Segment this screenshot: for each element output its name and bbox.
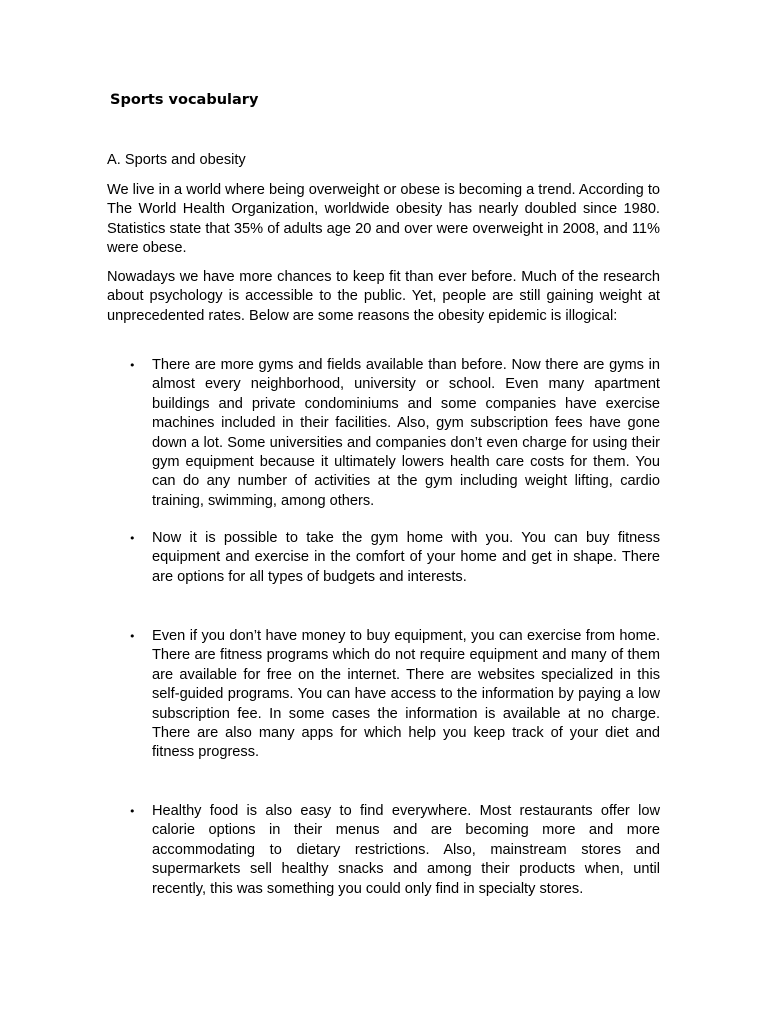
list-item <box>107 529 660 587</box>
bullet-icon: • <box>129 359 136 372</box>
list-item <box>107 627 660 763</box>
bullet-icon: • <box>129 532 136 545</box>
section-heading: A. Sports and obesity <box>107 152 246 168</box>
list-item-text: Healthy food is also easy to find everywhere. Most restaurants offer low calorie options in their menus and are becoming more and more accommodating to dietary restrictions. Also, mainstream stores and supermarkets sell healthy snacks and among their products when, until recently, this was something you could only find in specialty stores. <box>152 803 660 897</box>
list-item-text: There are more gyms and fields available than before. Now there are gyms in almost every neighborhood, university or school. Even many apartment buildings and private condominiums and some companies have exercise machines included in their facilities. Also, gym subscription fees have gone down a lot. Some universities and companies don’t even charge for using their gym equipment because it ultimately lowers health care costs for them. You can do any number of activities at the gym including weight lifting, cardio training, swimming, among others. <box>152 357 660 509</box>
document-title: Sports vocabulary <box>110 92 259 108</box>
paragraph-intro: We live in a world where being overweight or obese is becoming a trend. According to The World Health Organization, worldwide obesity has nearly doubled since 1980. Statistics state that 35% of adults age 20 and over were overweight in 2008, and 11% were obese. <box>107 182 660 257</box>
list-item <box>107 356 660 511</box>
bullet-icon: • <box>129 630 136 643</box>
bullet-icon: • <box>129 805 136 818</box>
list-item-text: Even if you don’t have money to buy equipment, you can exercise from home. There are fitness programs which do not require equipment and many of them are available for free on the internet. There are websites specialized in this self-guided programs. You can have access to the information by paying a low subscription fee. In some cases the information is available at no charge. There are also many apps for which help you keep track of your diet and fitness progress. <box>152 628 660 761</box>
list-item <box>107 802 660 899</box>
list-item-text: Now it is possible to take the gym home with you. You can buy fitness equipment and exercise in the comfort of your home and get in shape. There are options for all types of budgets and interests. <box>152 530 660 585</box>
paragraph-reasons: Nowadays we have more chances to keep fit than ever before. Much of the research about psychology is accessible to the public. Yet, people are still gaining weight at unprecedented rates. Below are some reasons the obesity epidemic is illogical: <box>107 269 660 324</box>
